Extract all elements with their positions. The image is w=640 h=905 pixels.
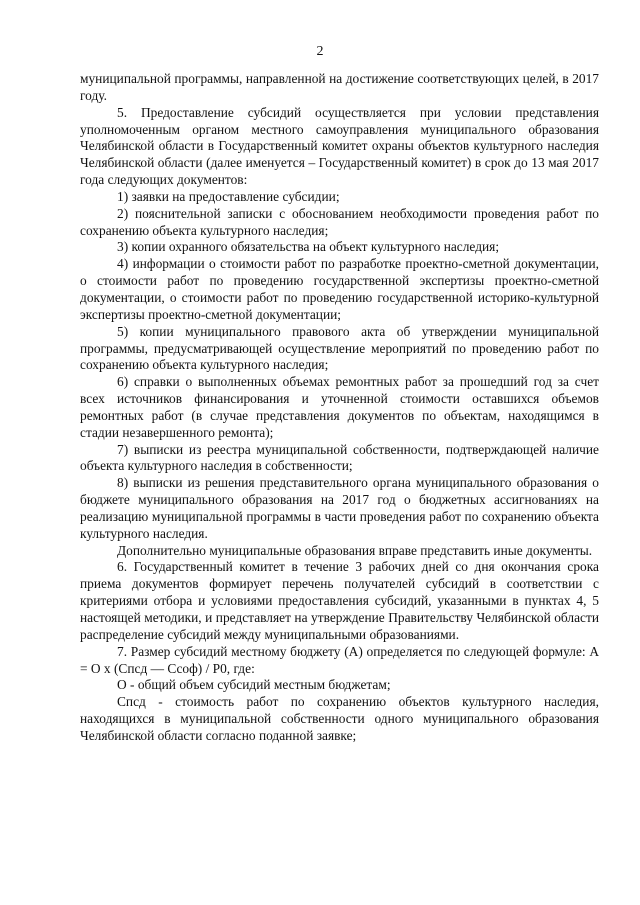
formula-paragraph: 7. Размер субсидий местному бюджету (А) определяется по следующей формуле: А = О х (Спсд — Ссоф) / Р0, где:: [80, 643, 599, 676]
paragraph: Дополнительно муниципальные образования вправе представить иные документы.: [117, 542, 593, 558]
list-item: 5) копии муниципального правового акта об утверждении муниципальной программы, предусматривающей осуществление мероприятий по проведению работ по сохранению объекта культурного наследия;: [80, 323, 599, 373]
paragraph: 6. Государственный комитет в течение 3 рабочих дней со дня окончания срока приема документов формирует перечень получателей субсидий в соответствии с критериями отбора и условиями предоставления субсидий, указанными в пунктах 4, 5 настоящей методики, и представляет на утверждение Правительству Челябинской области распределение субсидий между муниципальными образованиями.: [80, 559, 599, 642]
list-item: 6) справки о выполненных объемах ремонтных работ за прошедший год за счет всех источников финансирования и уточненной стоимости оставшихся объемов ремонтных работ (в случае представления документов по объектам, находящимся в стадии незавершенного ремонта);: [80, 374, 599, 440]
definition-item: О - общий объем субсидий местным бюджетам;: [117, 677, 391, 693]
paragraph: 5. Предоставление субсидий осуществляется при условии представления уполномоченным органом местного самоуправления муниципального образования Челябинской области в Государственный комитет охраны объектов культурного наследия Челябинской области (далее именуется – Государственный комитет) в срок до 13 мая 2017 года следующих документов:: [80, 104, 599, 188]
paragraph: муниципальной программы, направленной на достижение соответствующих целей, в 2017 году.: [80, 71, 599, 103]
list-item: 8) выписки из решения представительного органа муниципального образования о бюджете муниципального образования на 2017 год о бюджетных ассигнованиях на реализацию муниципальной программы в части проведения работ по сохранению объекта культурного наследия.: [80, 475, 599, 541]
list-item: 1) заявки на предоставление субсидии;: [117, 188, 340, 204]
page-number: 2: [316, 44, 324, 59]
document-body: [80, 71, 599, 745]
list-item: 7) выписки из реестра муниципальной собственности, подтверждающей наличие объекта культурного наследия в собственности;: [80, 441, 599, 474]
list-item: 2) пояснительной записки с обоснованием необходимости проведения работ по сохранению объекта культурного наследия;: [80, 205, 599, 238]
list-item: 3) копии охранного обязательства на объект культурного наследия;: [117, 239, 500, 255]
definition-item: Спсд - стоимость работ по сохранению объектов культурного наследия, находящихся в муниципальной собственности одного муниципального образования Челябинской области согласно поданной заявке;: [80, 694, 599, 743]
list-item: 4) информации о стоимости работ по разработке проектно-сметной документации, о стоимости работ по проведению государственной экспертизы проектно-сметной документации, о стоимости работ по проведению государственной историко-культурной экспертизы проектно-сметной документации;: [80, 256, 599, 322]
